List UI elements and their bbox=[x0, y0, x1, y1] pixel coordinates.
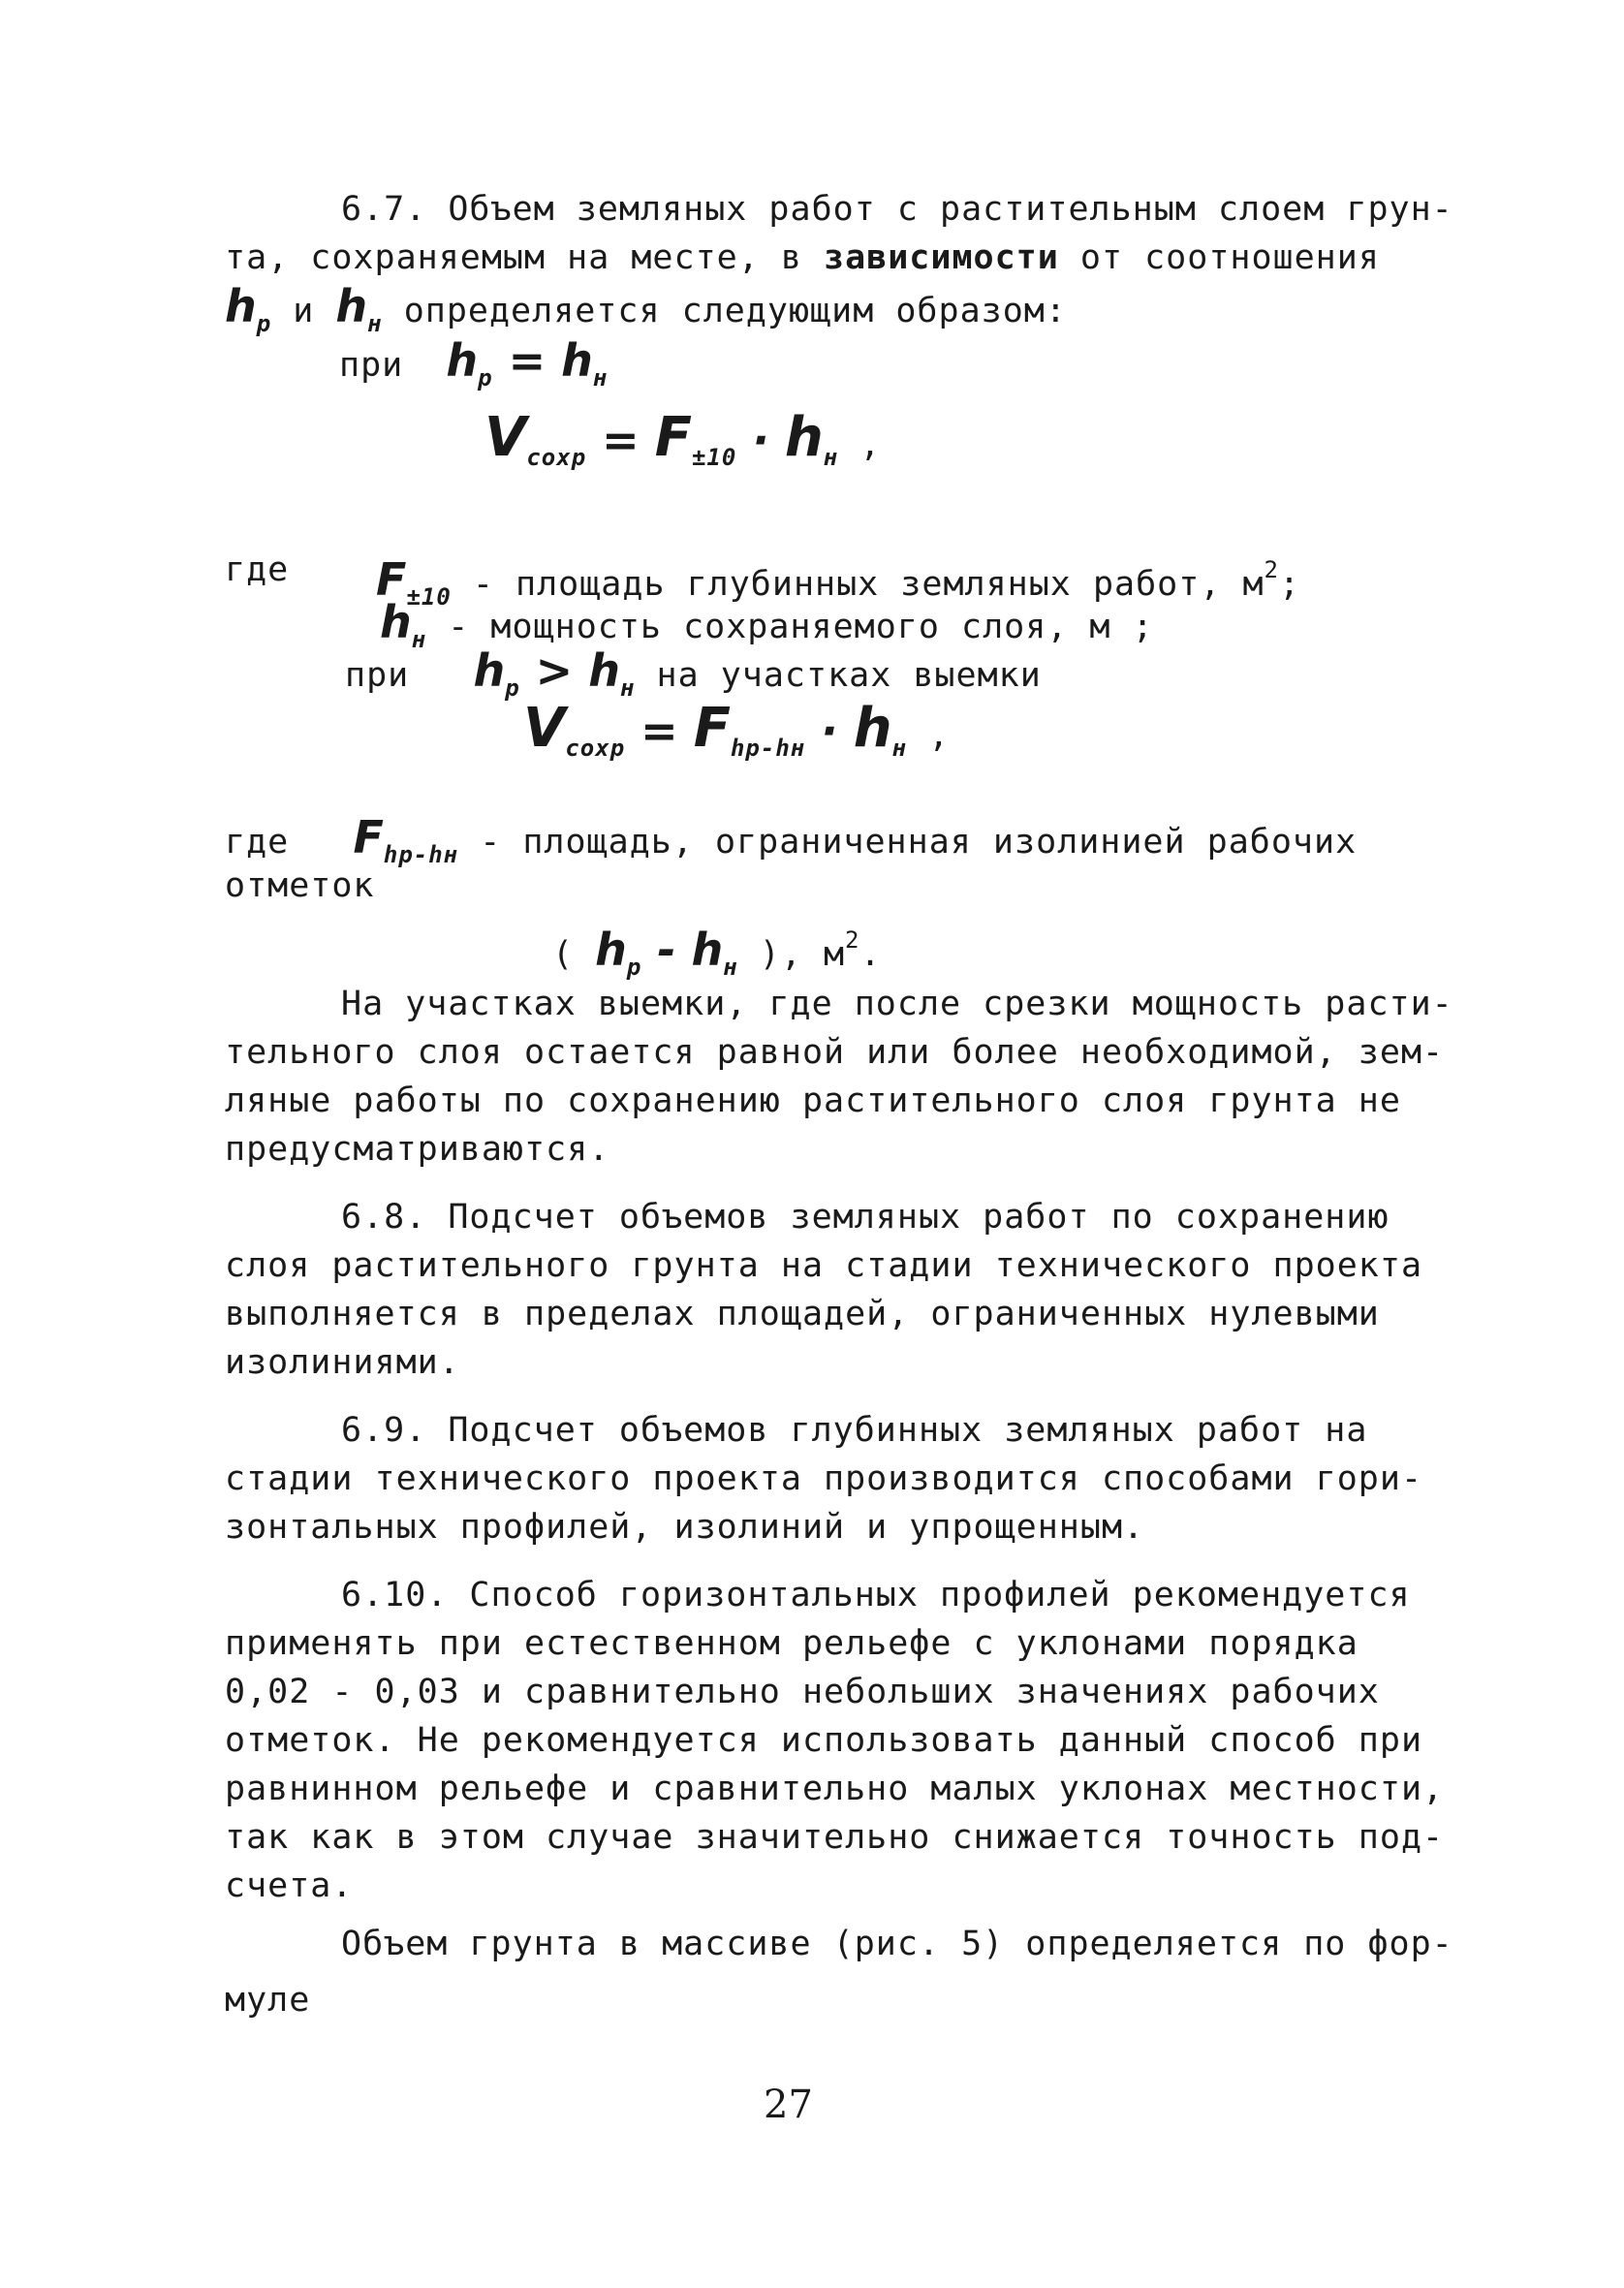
condition-equal: при $h_р = h_н$ bbox=[339, 334, 609, 392]
definition-f-hr-hn: где $F_{hр-hн}$ - площадь, ограниченная изолинией рабочих bbox=[225, 811, 1358, 868]
condition-greater: при $h_р > h_н$ на участках выемки bbox=[345, 644, 1042, 702]
paragraph-excavation-line-4: предусматриваются. bbox=[225, 1130, 610, 1169]
paragraph-excavation-line-3: ляные работы по сохранению растительного слоя грунта не bbox=[225, 1081, 1401, 1120]
paragraph-6-8-line-3: выполняется в пределах площадей, ограниченных нулевыми bbox=[225, 1295, 1380, 1333]
paragraph-volume-line-2: муле bbox=[225, 1981, 311, 2020]
working-marks-expression: ( $h_р - h_н$ ), $м^2$. bbox=[552, 924, 882, 981]
definition-hn: $h_н$ - мощность сохраняемого слоя, м ; bbox=[380, 596, 1154, 653]
paragraph-volume-line-1: Объем грунта в массиве (рис. 5) определяется по фор- bbox=[341, 1925, 1453, 1963]
paragraph-6-10-line-3: 0,02 - 0,03 и сравнительно небольших значениях рабочих bbox=[225, 1673, 1380, 1711]
paragraph-6-8-line-4: изолиниями. bbox=[225, 1343, 460, 1382]
formula-volume-greater: $V_{сохр} = F_{hр-hн} \cdot h_н$ , bbox=[523, 697, 951, 762]
paragraph-6-10-line-5: равнинном рельефе и сравнительно малых уклонах местности, bbox=[225, 1770, 1445, 1808]
paragraph-6-10-line-1: 6.10. Способ горизонтальных профилей рекомендуется bbox=[341, 1576, 1411, 1614]
definition-f-hr-hn-line-2: отметок bbox=[225, 866, 375, 905]
paragraph-6-8-line-1: 6.8. Подсчет объемов земляных работ по сохранению bbox=[341, 1198, 1390, 1237]
formula-volume-equal: $V_{сохр} = F_{\pm 10} \cdot h_н$ , bbox=[484, 406, 882, 471]
where-label-1: где bbox=[225, 550, 290, 589]
paragraph-6-10-line-6: так как в этом случае значительно снижается точность под- bbox=[225, 1818, 1445, 1857]
paragraph-6-7-line-2: та, сохраняемым на месте, в зависимости от соотношения bbox=[225, 238, 1380, 277]
paragraph-6-8-line-2: слоя растительного грунта на стадии технического проекта bbox=[225, 1246, 1423, 1285]
paragraph-6-9-line-2: стадии технического проекта производится способами гори- bbox=[225, 1459, 1423, 1498]
paragraph-6-10-line-7: счета. bbox=[225, 1866, 354, 1905]
paragraph-6-10-line-4: отметок. Не рекомендуется использовать данный способ при bbox=[225, 1721, 1423, 1760]
paragraph-6-7-line-1: 6.7. Объем земляных работ с растительным слоем грун- bbox=[341, 190, 1453, 229]
page-number: 27 bbox=[764, 2083, 813, 2127]
definition-f10: $F_{\pm 10}$ - площадь глубинных земляных работ, $м^2$; bbox=[376, 553, 1301, 611]
paragraph-6-9-line-3: зонтальных профилей, изолиний и упрощенным. bbox=[225, 1508, 1145, 1547]
paragraph-excavation-line-2: тельного слоя остается равной или более необходимой, зем- bbox=[225, 1033, 1445, 1072]
paragraph-6-10-line-2: применять при естественном рельефе с уклонами порядка bbox=[225, 1624, 1359, 1663]
paragraph-6-7-line-3: $h_р$ и $h_н$ определяется следующим образом: bbox=[225, 280, 1067, 337]
paragraph-6-9-line-1: 6.9. Подсчет объемов глубинных земляных работ на bbox=[341, 1411, 1368, 1450]
paragraph-excavation-line-1: На участках выемки, где после срезки мощность расти- bbox=[341, 985, 1453, 1023]
